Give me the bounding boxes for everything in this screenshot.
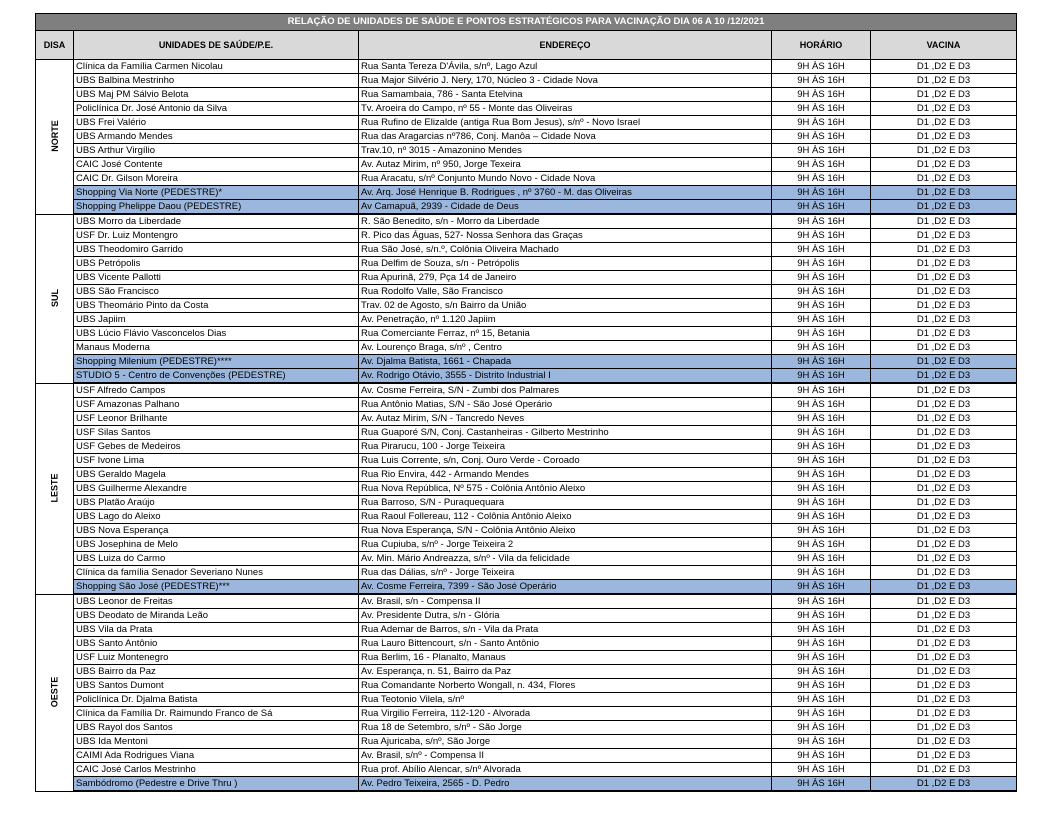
endereco-cell: Tv. Aroeira do Campo, nº 55 - Monte das Oliveiras: [359, 102, 772, 116]
endereco-cell: Rua Antônio Matias, S/N - São José Operário: [359, 398, 772, 412]
horario-cell: 9H ÀS 16H: [772, 88, 871, 102]
unidade-cell: STUDIO 5 - Centro de Convenções (PEDESTRE): [74, 369, 359, 384]
horario-cell: 9H ÀS 16H: [772, 158, 871, 172]
vacina-cell: D1 ,D2 E D3: [871, 623, 1017, 637]
unidade-cell: UBS Morro da Liberdade: [74, 214, 359, 229]
endereco-cell: Rua Apurinã, 279, Pça 14 de Janeiro: [359, 271, 772, 285]
table-row: [36, 341, 1017, 355]
vacina-cell: D1 ,D2 E D3: [871, 763, 1017, 777]
table-row: [36, 313, 1017, 327]
horario-cell: 9H ÀS 16H: [772, 679, 871, 693]
horario-cell: 9H ÀS 16H: [772, 200, 871, 215]
vacina-cell: D1 ,D2 E D3: [871, 398, 1017, 412]
header-endereco: ENDEREÇO: [359, 31, 772, 60]
header-unidades: UNIDADES DE SAÚDE/P.E.: [74, 31, 359, 60]
unidade-cell: UBS Balbina Mestrinho: [74, 74, 359, 88]
endereco-cell: Av. Presidente Dutra, s/n - Glória: [359, 609, 772, 623]
unidade-cell: USF Dr. Luiz Montengro: [74, 229, 359, 243]
table-row: [36, 609, 1017, 623]
title-row: [36, 14, 1017, 31]
endereco-cell: Av. Min. Mário Andreazza, s/nº - Vila da felicidade: [359, 552, 772, 566]
table-row: [36, 243, 1017, 257]
vacina-cell: D1 ,D2 E D3: [871, 172, 1017, 186]
vacina-cell: D1 ,D2 E D3: [871, 214, 1017, 229]
unidade-cell: UBS Theodomiro Garrido: [74, 243, 359, 257]
horario-cell: 9H ÀS 16H: [772, 496, 871, 510]
vacina-cell: D1 ,D2 E D3: [871, 257, 1017, 271]
horario-cell: 9H ÀS 16H: [772, 383, 871, 398]
vacina-cell: D1 ,D2 E D3: [871, 229, 1017, 243]
endereco-cell: Av. Esperança, n. 51, Bairro da Paz: [359, 665, 772, 679]
header-horario: HORÁRIO: [772, 31, 871, 60]
unidade-cell: UBS Vicente Pallotti: [74, 271, 359, 285]
unidade-cell: UBS Petrópolis: [74, 257, 359, 271]
unidade-cell: UBS Bairro da Paz: [74, 665, 359, 679]
table-row: [36, 552, 1017, 566]
horario-cell: 9H ÀS 16H: [772, 186, 871, 200]
table-row: [36, 327, 1017, 341]
endereco-cell: Av. Djalma Batista, 1661 - Chapada: [359, 355, 772, 369]
horario-cell: 9H ÀS 16H: [772, 299, 871, 313]
endereco-cell: Rua Virgilio Ferreira, 112-120 - Alvorada: [359, 707, 772, 721]
horario-cell: 9H ÀS 16H: [772, 327, 871, 341]
horario-cell: 9H ÀS 16H: [772, 440, 871, 454]
horario-cell: 9H ÀS 16H: [772, 665, 871, 679]
disa-cell: [36, 594, 74, 791]
table-row: [36, 637, 1017, 651]
unidade-cell: UBS Santo Antônio: [74, 637, 359, 651]
horario-cell: 9H ÀS 16H: [772, 313, 871, 327]
unidade-cell: CAIC José Carlos Mestrinho: [74, 763, 359, 777]
vacina-cell: D1 ,D2 E D3: [871, 749, 1017, 763]
vacina-cell: D1 ,D2 E D3: [871, 412, 1017, 426]
endereco-cell: Av. Autaz Mirim, nº 950, Jorge Texeira: [359, 158, 772, 172]
horario-cell: 9H ÀS 16H: [772, 580, 871, 595]
table-title: RELAÇÃO DE UNIDADES DE SAÚDE E PONTOS ESTRATÉGICOS PARA VACINAÇÃO DIA 06 A 10 /12/2021: [36, 14, 1017, 31]
horario-cell: 9H ÀS 16H: [772, 735, 871, 749]
horario-cell: 9H ÀS 16H: [772, 749, 871, 763]
endereco-cell: Av. Cosme Ferreira, 7399 - São José Operário: [359, 580, 772, 595]
table-row: [36, 229, 1017, 243]
table-row: [36, 735, 1017, 749]
disa-cell: [36, 214, 74, 383]
unidade-cell: UBS Josephina de Melo: [74, 538, 359, 552]
vacina-cell: D1 ,D2 E D3: [871, 130, 1017, 144]
endereco-cell: Trav. 02 de Agosto, s/n Bairro da União: [359, 299, 772, 313]
horario-cell: 9H ÀS 16H: [772, 482, 871, 496]
table-row: [36, 172, 1017, 186]
horario-cell: 9H ÀS 16H: [772, 102, 871, 116]
table-row: [36, 440, 1017, 454]
table-row: [36, 721, 1017, 735]
horario-cell: 9H ÀS 16H: [772, 777, 871, 792]
unidade-cell: Policlínica Dr. José Antonio da Silva: [74, 102, 359, 116]
horario-cell: 9H ÀS 16H: [772, 623, 871, 637]
vacina-cell: D1 ,D2 E D3: [871, 440, 1017, 454]
table-row: [36, 158, 1017, 172]
endereco-cell: Rua das Dálias, s/nº - Jorge Teixeira: [359, 566, 772, 580]
table-row: [36, 130, 1017, 144]
endereco-cell: Rua Comerciante Ferraz, nº 15, Betania: [359, 327, 772, 341]
horario-cell: 9H ÀS 16H: [772, 468, 871, 482]
endereco-cell: Rua Delfim de Souza, s/n - Petrópolis: [359, 257, 772, 271]
endereco-cell: Rua Barroso, S/N - Puraquequara: [359, 496, 772, 510]
horario-cell: 9H ÀS 16H: [772, 651, 871, 665]
vacina-cell: D1 ,D2 E D3: [871, 186, 1017, 200]
horario-cell: 9H ÀS 16H: [772, 524, 871, 538]
unidade-cell: USF Amazonas Palhano: [74, 398, 359, 412]
endereco-cell: Rua Luis Corrente, s/n, Conj. Ouro Verde - Coroado: [359, 454, 772, 468]
table-row: [36, 594, 1017, 609]
endereco-cell: Rua 18 de Setembro, s/nº - São Jorge: [359, 721, 772, 735]
endereco-cell: Rua Nova Esperança, S/N - Colônia Antônio Aleixo: [359, 524, 772, 538]
vacina-cell: D1 ,D2 E D3: [871, 496, 1017, 510]
table-row: [36, 665, 1017, 679]
vacina-cell: D1 ,D2 E D3: [871, 426, 1017, 440]
endereco-cell: Rua Rufino de Elizalde (antiga Rua Bom Jesus), s/nº - Novo Israel: [359, 116, 772, 130]
disa-label: SUL: [49, 289, 60, 307]
vacina-cell: D1 ,D2 E D3: [871, 341, 1017, 355]
endereco-cell: R. Pico das Águas, 527- Nossa Senhora das Graças: [359, 229, 772, 243]
unidade-cell: UBS Japiim: [74, 313, 359, 327]
horario-cell: 9H ÀS 16H: [772, 566, 871, 580]
table-row: [36, 383, 1017, 398]
table-row: [36, 566, 1017, 580]
vacina-cell: D1 ,D2 E D3: [871, 285, 1017, 299]
horario-cell: 9H ÀS 16H: [772, 172, 871, 186]
disa-label: OESTE: [49, 676, 60, 708]
endereco-cell: Av. Autaz Mirim, S/N - Tancredo Neves: [359, 412, 772, 426]
table-row: [36, 214, 1017, 229]
unidade-cell: UBS Frei Valério: [74, 116, 359, 130]
vacina-cell: D1 ,D2 E D3: [871, 74, 1017, 88]
vacina-cell: D1 ,D2 E D3: [871, 369, 1017, 384]
horario-cell: 9H ÀS 16H: [772, 707, 871, 721]
unidade-cell: USF Leonor Brilhante: [74, 412, 359, 426]
endereco-cell: Rua Rodolfo Valle, São Francisco: [359, 285, 772, 299]
vacina-cell: D1 ,D2 E D3: [871, 735, 1017, 749]
endereco-cell: Rua Pirarucu, 100 - Jorge Teixeira: [359, 440, 772, 454]
vacina-cell: D1 ,D2 E D3: [871, 594, 1017, 609]
table-row: [36, 524, 1017, 538]
unidade-cell: UBS Lúcio Flávio Vasconcelos Dias: [74, 327, 359, 341]
unidade-cell: UBS Vila da Prata: [74, 623, 359, 637]
vacina-cell: D1 ,D2 E D3: [871, 482, 1017, 496]
horario-cell: 9H ÀS 16H: [772, 214, 871, 229]
unidade-cell: USF Alfredo Campos: [74, 383, 359, 398]
horario-cell: 9H ÀS 16H: [772, 510, 871, 524]
table-row: [36, 763, 1017, 777]
unidade-cell: USF Gebes de Medeiros: [74, 440, 359, 454]
unidade-cell: CAIC Dr. Gilson Moreira: [74, 172, 359, 186]
endereco-cell: Av. Rodrigo Otávio, 3555 - Distrito Industrial I: [359, 369, 772, 384]
endereco-cell: Rua Guaporé S/N, Conj. Castanheiras - Gilberto Mestrinho: [359, 426, 772, 440]
table-row: [36, 623, 1017, 637]
table-row: [36, 707, 1017, 721]
endereco-cell: Rua prof. Abílio Alencar, s/nº Alvorada: [359, 763, 772, 777]
horario-cell: 9H ÀS 16H: [772, 609, 871, 623]
table-row: [36, 426, 1017, 440]
unidade-cell: USF Silas Santos: [74, 426, 359, 440]
horario-cell: 9H ÀS 16H: [772, 426, 871, 440]
vacina-cell: D1 ,D2 E D3: [871, 327, 1017, 341]
vacina-cell: D1 ,D2 E D3: [871, 88, 1017, 102]
unidade-cell: USF Luiz Montenegro: [74, 651, 359, 665]
horario-cell: 9H ÀS 16H: [772, 552, 871, 566]
endereco-cell: Av. Arq. José Henrique B. Rodrigues , nº 3760 - M. das Oliveiras: [359, 186, 772, 200]
unidade-cell: UBS Santos Dumont: [74, 679, 359, 693]
endereco-cell: Av. Pedro Teixeira, 2565 - D. Pedro: [359, 777, 772, 792]
endereco-cell: Rua Lauro Bittencourt, s/n - Santo Antônio: [359, 637, 772, 651]
endereco-cell: Av. Cosme Ferreira, S/N - Zumbi dos Palmares: [359, 383, 772, 398]
vacina-cell: D1 ,D2 E D3: [871, 144, 1017, 158]
vacina-cell: D1 ,D2 E D3: [871, 651, 1017, 665]
table-row: [36, 102, 1017, 116]
vacina-cell: D1 ,D2 E D3: [871, 679, 1017, 693]
horario-cell: 9H ÀS 16H: [772, 74, 871, 88]
disa-cell: [36, 60, 74, 215]
vacina-cell: D1 ,D2 E D3: [871, 271, 1017, 285]
unidade-cell: UBS Luiza do Carmo: [74, 552, 359, 566]
vacina-cell: D1 ,D2 E D3: [871, 510, 1017, 524]
unidade-cell: Clínica da família Senador Severiano Nunes: [74, 566, 359, 580]
unidade-cell: UBS Geraldo Magela: [74, 468, 359, 482]
vacina-cell: D1 ,D2 E D3: [871, 552, 1017, 566]
table-row: [36, 398, 1017, 412]
table-row: [36, 144, 1017, 158]
vacina-cell: D1 ,D2 E D3: [871, 566, 1017, 580]
endereco-cell: Rua Santa Tereza D'Ávila, s/nº, Lago Azul: [359, 60, 772, 74]
endereco-cell: Rua Nova República, Nº 575 - Colônia Antônio Aleixo: [359, 482, 772, 496]
unidade-cell: CAIMI Ada Rodrigues Viana: [74, 749, 359, 763]
table-row: [36, 412, 1017, 426]
unidade-cell: UBS Rayol dos Santos: [74, 721, 359, 735]
unidade-cell: Policlínica Dr. Djalma Batista: [74, 693, 359, 707]
unidade-cell: Shopping Via Norte (PEDESTRE)*: [74, 186, 359, 200]
endereco-cell: Rua Berlim, 16 - Planalto, Manaus: [359, 651, 772, 665]
disa-cell: [36, 383, 74, 594]
endereco-cell: Rua Ademar de Barros, s/n - Vila da Prata: [359, 623, 772, 637]
disa-label: LESTE: [49, 473, 60, 503]
horario-cell: 9H ÀS 16H: [772, 454, 871, 468]
vacina-cell: D1 ,D2 E D3: [871, 383, 1017, 398]
unidade-cell: UBS Theomário Pinto da Costa: [74, 299, 359, 313]
horario-cell: 9H ÀS 16H: [772, 130, 871, 144]
table-row: [36, 679, 1017, 693]
vacina-cell: D1 ,D2 E D3: [871, 777, 1017, 792]
horario-cell: 9H ÀS 16H: [772, 60, 871, 74]
table-row: [36, 777, 1017, 792]
table-row: [36, 60, 1017, 74]
vacina-cell: D1 ,D2 E D3: [871, 355, 1017, 369]
horario-cell: 9H ÀS 16H: [772, 763, 871, 777]
endereco-cell: Av. Brasil, s/nº - Compensa II: [359, 749, 772, 763]
endereco-cell: R. São Benedito, s/n - Morro da Liberdade: [359, 214, 772, 229]
header-disa: DISA: [36, 31, 74, 60]
horario-cell: 9H ÀS 16H: [772, 594, 871, 609]
table-row: [36, 510, 1017, 524]
unidade-cell: UBS Platão Araújo: [74, 496, 359, 510]
unidade-cell: Clínica da Família Dr. Raimundo Franco de Sá: [74, 707, 359, 721]
table-row: [36, 271, 1017, 285]
table-row: [36, 749, 1017, 763]
unidade-cell: UBS São Francisco: [74, 285, 359, 299]
horario-cell: 9H ÀS 16H: [772, 398, 871, 412]
horario-cell: 9H ÀS 16H: [772, 369, 871, 384]
table-row: [36, 186, 1017, 200]
unidade-cell: UBS Arthur Virgílio: [74, 144, 359, 158]
vacina-cell: D1 ,D2 E D3: [871, 721, 1017, 735]
vacina-cell: D1 ,D2 E D3: [871, 665, 1017, 679]
vacina-cell: D1 ,D2 E D3: [871, 580, 1017, 595]
endereco-cell: Av. Brasil, s/n - Compensa II: [359, 594, 772, 609]
vacina-cell: D1 ,D2 E D3: [871, 158, 1017, 172]
unidade-cell: USF Ivone Lima: [74, 454, 359, 468]
header-row: [36, 31, 1017, 60]
unidade-cell: CAIC José Contente: [74, 158, 359, 172]
unidade-cell: UBS Lago do Aleixo: [74, 510, 359, 524]
table-row: [36, 257, 1017, 271]
vacina-cell: D1 ,D2 E D3: [871, 637, 1017, 651]
unidade-cell: UBS Maj PM Sálvio Belota: [74, 88, 359, 102]
vacina-cell: D1 ,D2 E D3: [871, 693, 1017, 707]
unidade-cell: Manaus Moderna: [74, 341, 359, 355]
endereco-cell: Av Camapuã, 2939 - Cidade de Deus: [359, 200, 772, 215]
table-row: [36, 369, 1017, 384]
endereco-cell: Rua Comandante Norberto Wongall, n. 434, Flores: [359, 679, 772, 693]
unidade-cell: UBS Ida Mentoni: [74, 735, 359, 749]
horario-cell: 9H ÀS 16H: [772, 341, 871, 355]
endereco-cell: Rua Teotonio Vilela, s/nº: [359, 693, 772, 707]
unidade-cell: Shopping Milenium (PEDESTRE)****: [74, 355, 359, 369]
vacina-cell: D1 ,D2 E D3: [871, 102, 1017, 116]
table-row: [36, 538, 1017, 552]
table-row: [36, 496, 1017, 510]
vacina-cell: D1 ,D2 E D3: [871, 313, 1017, 327]
unidade-cell: Sambódromo (Pedestre e Drive Thru ): [74, 777, 359, 792]
endereco-cell: Av. Lourenço Braga, s/nº , Centro: [359, 341, 772, 355]
vacina-cell: D1 ,D2 E D3: [871, 60, 1017, 74]
endereco-cell: Rua São José, s/n.º, Colônia Oliveira Machado: [359, 243, 772, 257]
vacina-cell: D1 ,D2 E D3: [871, 524, 1017, 538]
table-row: [36, 74, 1017, 88]
table-row: [36, 468, 1017, 482]
vacina-cell: D1 ,D2 E D3: [871, 609, 1017, 623]
endereco-cell: Rua Major Silvério J. Nery, 170, Núcleo 3 - Cidade Nova: [359, 74, 772, 88]
vacina-cell: D1 ,D2 E D3: [871, 299, 1017, 313]
horario-cell: 9H ÀS 16H: [772, 271, 871, 285]
endereco-cell: Trav.10, nº 3015 - Amazonino Mendes: [359, 144, 772, 158]
horario-cell: 9H ÀS 16H: [772, 257, 871, 271]
horario-cell: 9H ÀS 16H: [772, 693, 871, 707]
horario-cell: 9H ÀS 16H: [772, 721, 871, 735]
table-row: [36, 200, 1017, 215]
unidade-cell: UBS Nova Esperança: [74, 524, 359, 538]
endereco-cell: Av. Penetração, nº 1.120 Japiim: [359, 313, 772, 327]
horario-cell: 9H ÀS 16H: [772, 355, 871, 369]
vacina-cell: D1 ,D2 E D3: [871, 468, 1017, 482]
table-row: [36, 580, 1017, 595]
endereco-cell: Rua Cupiuba, s/nº - Jorge Teixeira 2: [359, 538, 772, 552]
table-row: [36, 88, 1017, 102]
table-row: [36, 482, 1017, 496]
unidade-cell: Shopping Phelippe Daou (PEDESTRE): [74, 200, 359, 215]
endereco-cell: Rua Rio Envira, 442 - Armando Mendes: [359, 468, 772, 482]
vaccination-table: [35, 13, 1017, 792]
table-row: [36, 299, 1017, 313]
unidade-cell: UBS Deodato de Miranda Leão: [74, 609, 359, 623]
horario-cell: 9H ÀS 16H: [772, 538, 871, 552]
header-vacina: VACINA: [871, 31, 1017, 60]
table-body: [36, 14, 1017, 792]
unidade-cell: UBS Leonor de Freitas: [74, 594, 359, 609]
vacina-cell: D1 ,D2 E D3: [871, 454, 1017, 468]
horario-cell: 9H ÀS 16H: [772, 243, 871, 257]
table-row: [36, 454, 1017, 468]
endereco-cell: Rua Samambaia, 786 - Santa Etelvina: [359, 88, 772, 102]
unidade-cell: UBS Armando Mendes: [74, 130, 359, 144]
table-row: [36, 285, 1017, 299]
unidade-cell: Clínica da Família Carmen Nicolau: [74, 60, 359, 74]
table-row: [36, 693, 1017, 707]
horario-cell: 9H ÀS 16H: [772, 637, 871, 651]
endereco-cell: Rua Aracatu, s/nº Conjunto Mundo Novo - Cidade Nova: [359, 172, 772, 186]
endereco-cell: Rua Raoul Follereau, 112 - Colônia Antônio Aleixo: [359, 510, 772, 524]
horario-cell: 9H ÀS 16H: [772, 412, 871, 426]
endereco-cell: Rua Ajuricaba, s/nº, São Jorge: [359, 735, 772, 749]
endereco-cell: Rua das Aragarcias nº786, Conj. Manôa – Cidade Nova: [359, 130, 772, 144]
disa-label: NORTE: [49, 120, 60, 152]
vacina-cell: D1 ,D2 E D3: [871, 243, 1017, 257]
vacina-cell: D1 ,D2 E D3: [871, 538, 1017, 552]
horario-cell: 9H ÀS 16H: [772, 229, 871, 243]
vacina-cell: D1 ,D2 E D3: [871, 116, 1017, 130]
unidade-cell: Shopping São José (PEDESTRE)***: [74, 580, 359, 595]
horario-cell: 9H ÀS 16H: [772, 285, 871, 299]
horario-cell: 9H ÀS 16H: [772, 144, 871, 158]
horario-cell: 9H ÀS 16H: [772, 116, 871, 130]
table-row: [36, 651, 1017, 665]
table-row: [36, 116, 1017, 130]
unidade-cell: UBS Guilherme Alexandre: [74, 482, 359, 496]
vacina-cell: D1 ,D2 E D3: [871, 200, 1017, 215]
vacina-cell: D1 ,D2 E D3: [871, 707, 1017, 721]
table-row: [36, 355, 1017, 369]
